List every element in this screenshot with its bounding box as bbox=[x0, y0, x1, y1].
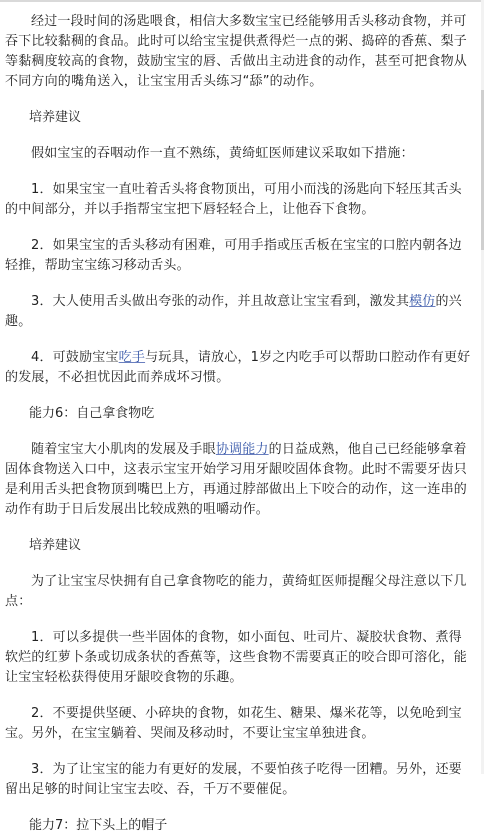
advice-item-4-text-start: 4．可鼓励宝宝 bbox=[31, 350, 119, 365]
advice-intro-paragraph: 假如宝宝的吞咽动作一直不熟练，黄绮虹医师建议采取如下措施： bbox=[31, 146, 414, 161]
advice-2-item-2: 2．不要提供坚硬、小碎块的食物，如花生、糖果、爆米花等，以免呛到宝宝。另外，在宝宝躺着、哭闹及移动时，不要让宝宝单独进食。 bbox=[5, 706, 462, 741]
advice-2-intro-paragraph: 为了让宝宝尽快拥有自己拿食物吃的能力，黄绮虹医师提醒父母注意以下几点： bbox=[5, 574, 467, 609]
ability-6-text-start: 随着宝宝大小肌肉的发展及手眼 bbox=[31, 442, 216, 457]
link-imitate[interactable]: 模仿 bbox=[409, 294, 436, 309]
advice-2-item-3: 3．为了让宝宝的能力有更好的发展，不要怕孩子吃得一团糟。另外，还要留出足够的时间让宝宝去咬、吞，千万不要催促。 bbox=[5, 762, 462, 797]
article-body bbox=[5, 12, 473, 836]
advice-2-item-1: 1．可以多提供一些半固体的食物，如小面包、吐司片、凝胶状食物、煮得软烂的红萝卜条或切成条状的香蕉等，这些食物不需要真正的咬合即可溶化，能让宝宝轻松获得使用牙龈咬食物的乐趣。 bbox=[5, 630, 468, 685]
advice-item-3-text-end: 的兴趣。 bbox=[5, 294, 462, 329]
ability-6-text-end: 的日益成熟，他自己已经能够拿着固体食物送入口中，这表示宝宝开始学习用牙龈咬固体食物。此时不需要牙齿只是利用舌头把食物顶到嘴巴上方，再通过脖部做出上下咬合的动作，这一连串的动作有助于日后发展出比较成熟的咀嚼动作。 bbox=[5, 442, 468, 517]
advice-item-1: 1．如果宝宝一直吐着舌头将食物顶出，可用小而浅的汤匙向下轻压其舌头的中间部分，并以手指帮宝宝把下唇轻轻合上，让他吞下食物。 bbox=[5, 182, 462, 217]
section-heading-ability-6: 能力6：自己拿食物吃 bbox=[29, 406, 155, 421]
link-eat-hands[interactable]: 吃手 bbox=[118, 350, 146, 365]
advice-item-3-text-start: 3．大人使用舌头做出夸张的动作，并且故意让宝宝看到，激发其 bbox=[31, 294, 410, 309]
ability-6-paragraph bbox=[5, 440, 473, 520]
section-heading-advice-2: 培养建议 bbox=[29, 538, 82, 553]
section-heading-advice-1: 培养建议 bbox=[29, 110, 82, 125]
top-divider bbox=[0, 0, 484, 2]
advice-item-4-text-end: 与玩具，请放心，1岁之内吃手可以帮助口腔动作有更好的发展，不必担忧因此而养成坏习惯。 bbox=[5, 350, 471, 385]
advice-item-3 bbox=[5, 292, 473, 332]
section-heading-ability-7: 能力7：拉下头上的帽子 bbox=[29, 818, 168, 833]
advice-item-4 bbox=[5, 348, 473, 388]
link-coordination[interactable]: 协调能力 bbox=[215, 442, 269, 457]
advice-item-2: 2．如果宝宝的舌头移动有困难，可用手指或压舌板在宝宝的口腔内朝各边轻推，帮助宝宝练习移动舌头。 bbox=[5, 238, 462, 273]
intro-paragraph: 经过一段时间的汤匙喂食，相信大多数宝宝已经能够用舌头移动食物，并可吞下比较黏稠的食品。此时可以给宝宝提供煮得烂一点的粥、捣碎的香蕉、梨子等黏稠度较高的食物，鼓励宝宝的唇、舌做出主动进食的动作，甚至可把食物从不同方向的嘴角送入，让宝宝用舌头练习“舔”的动作。 bbox=[5, 14, 468, 89]
